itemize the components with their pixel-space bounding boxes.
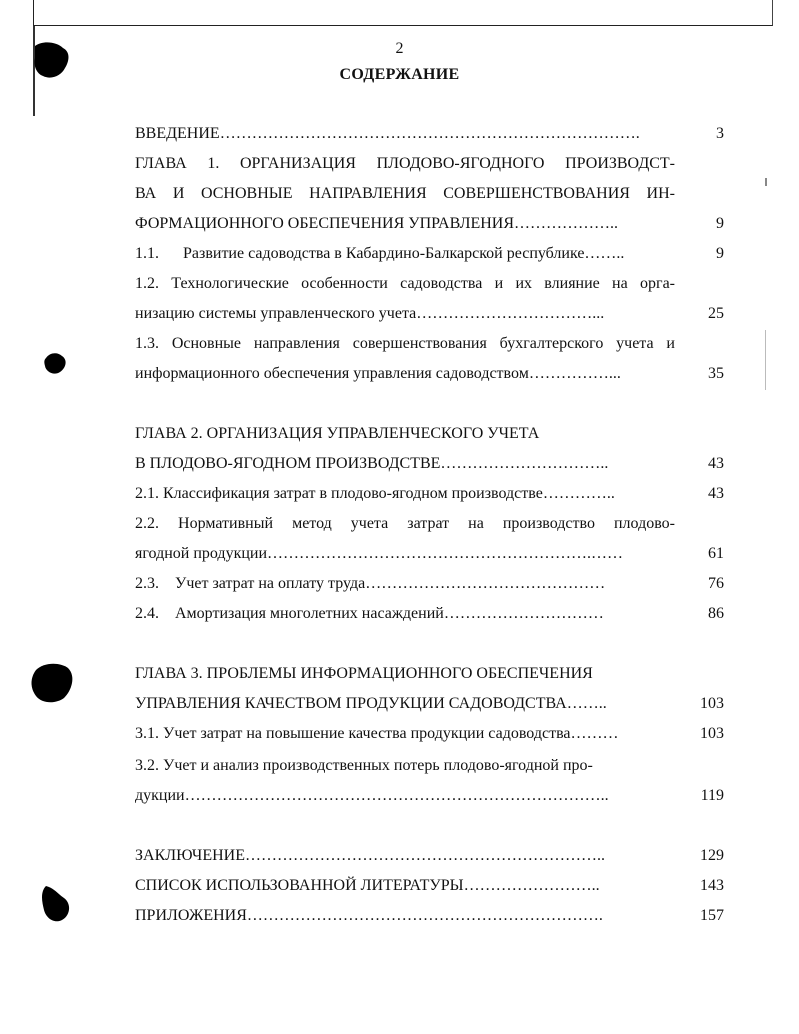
- toc-section-3-2-line-1: 3.2. Учет и анализ производственных потерь плодово-ягодной про-: [135, 757, 593, 774]
- toc-page-number: 143: [700, 877, 724, 894]
- toc-section-1-3-line-1: 1.3. Основные направления совершенствования бухгалтерского учета и: [135, 335, 675, 352]
- toc-page-number: 103: [700, 725, 724, 742]
- toc-page-number: 3: [716, 125, 724, 142]
- toc-page-number: 129: [700, 847, 724, 864]
- toc-entry-conclusion: ЗАКЛЮЧЕНИЕ…………………………………………………………..: [135, 847, 605, 864]
- toc-page-number: 43: [708, 455, 724, 472]
- toc-chapter-3-line-2: УПРАВЛЕНИЯ КАЧЕСТВОМ ПРОДУКЦИИ САДОВОДСТВА……..: [135, 695, 607, 712]
- page-number: 2: [395, 40, 404, 57]
- toc-entry-references: СПИСОК ИСПОЛЬЗОВАННОЙ ЛИТЕРАТУРЫ……………………..: [135, 877, 600, 894]
- scan-border: [33, 0, 773, 26]
- toc-page-number: 103: [700, 695, 724, 712]
- toc-section-title: Амортизация многолетних насаждений…………………………: [175, 605, 604, 622]
- toc-section-2-2-line-2: ягодной продукции…………………………………………………….……: [135, 545, 624, 562]
- toc-page-number: 35: [708, 365, 724, 382]
- toc-entry-appendices: ПРИЛОЖЕНИЯ………………………………………………………….: [135, 907, 603, 924]
- toc-section-number: 1.1.: [135, 245, 159, 262]
- toc-chapter-3-line-1: ГЛАВА 3. ПРОБЛЕМЫ ИНФОРМАЦИОННОГО ОБЕСПЕЧЕНИЯ: [135, 665, 593, 682]
- toc-section-2-4: [135, 602, 675, 626]
- toc-page-number: 9: [716, 245, 724, 262]
- toc-entry-intro: ВВЕДЕНИЕ…………………………………………………………………….: [135, 125, 640, 142]
- toc-section-title: Развитие садоводства в Кабардино-Балкарской республике……..: [183, 245, 625, 262]
- toc-chapter-2-line-1: ГЛАВА 2. ОРГАНИЗАЦИЯ УПРАВЛЕНЧЕСКОГО УЧЕТА: [135, 425, 540, 442]
- toc-page-number: 119: [700, 787, 724, 804]
- toc-chapter-1-line-3: ФОРМАЦИОННОГО ОБЕСПЕЧЕНИЯ УПРАВЛЕНИЯ………………..: [135, 215, 619, 232]
- toc-page-number: 25: [708, 305, 724, 322]
- toc-section-2-2-line-1: 2.2. Нормативный метод учета затрат на производство плодово-: [135, 515, 675, 532]
- toc-page-number: 61: [708, 545, 724, 562]
- toc-section-3-2-line-2: дукции……………………………………………………………………..: [135, 787, 609, 804]
- scan-right-mark: [765, 178, 767, 186]
- toc-chapter-2-line-2: В ПЛОДОВО-ЯГОДНОМ ПРОИЗВОДСТВЕ…………………………..: [135, 455, 609, 472]
- toc-section-2-3: [135, 572, 675, 596]
- toc-section-1-2-line-1: 1.2. Технологические особенности садоводства и их влияние на орга-: [135, 275, 675, 292]
- toc-section-1-3-line-2: информационного обеспечения управления садоводством……………...: [135, 365, 621, 382]
- ink-blot-icon: [42, 350, 68, 376]
- toc-section-1-2-line-2: низацию системы управленческого учета……………………………...: [135, 305, 605, 322]
- toc-section-number: 2.4.: [135, 605, 159, 622]
- toc-page-number: 157: [700, 907, 724, 924]
- toc-page-number: 86: [708, 605, 724, 622]
- toc-section-title: Учет затрат на оплату труда………………………………………: [175, 575, 606, 592]
- ink-blot-icon: [40, 884, 74, 924]
- toc-page-number: 9: [716, 215, 724, 232]
- scan-right-mark: [765, 330, 766, 390]
- toc-section-number: 2.3.: [135, 575, 159, 592]
- toc-section-1-1: [135, 242, 675, 266]
- page-title: СОДЕРЖАНИЕ: [339, 66, 460, 83]
- toc-section-3-1: 3.1. Учет затрат на повышение качества продукции садоводства………: [135, 725, 619, 742]
- ink-blot-icon: [30, 660, 76, 706]
- toc-page-number: 76: [708, 575, 724, 592]
- toc-section-2-1: 2.1. Классификация затрат в плодово-ягодном производстве…………..: [135, 485, 615, 502]
- toc-page-number: 43: [708, 485, 724, 502]
- toc-chapter-1-line-1: ГЛАВА 1. ОРГАНИЗАЦИЯ ПЛОДОВО-ЯГОДНОГО ПРОИЗВОДСТ-: [135, 155, 675, 172]
- toc-chapter-1-line-2: ВА И ОСНОВНЫЕ НАПРАВЛЕНИЯ СОВЕРШЕНСТВОВАНИЯ ИН-: [135, 185, 675, 202]
